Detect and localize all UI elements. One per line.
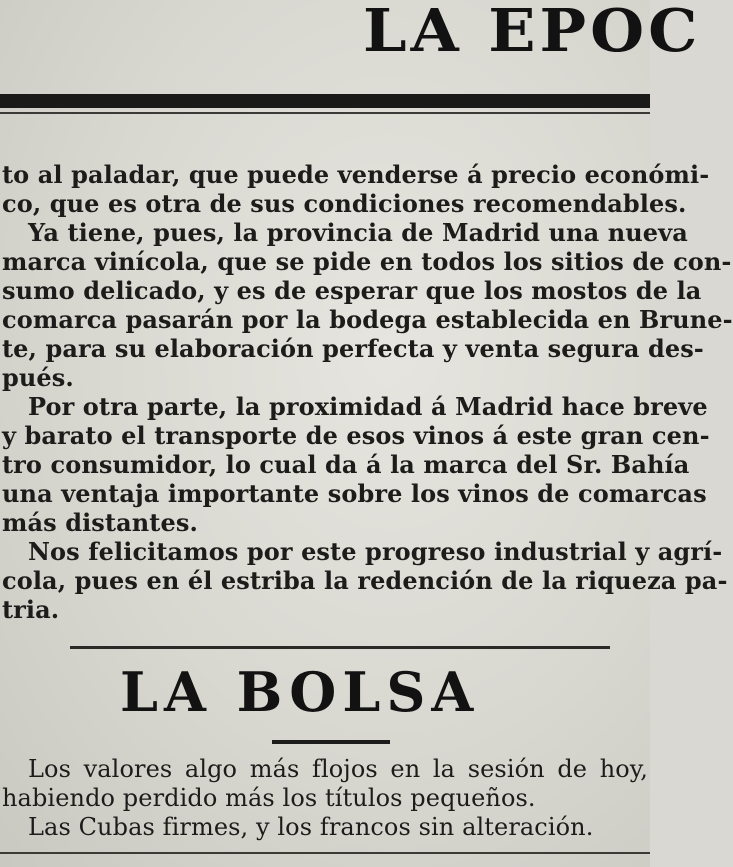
article-line: cola, pues en él estriba la redención de la riqueza pa- (2, 566, 728, 595)
article-line: Por otra parte, la proximidad á Madrid hace breve (28, 392, 708, 421)
article-line: y barato el transporte de esos vinos á este gran cen- (2, 421, 710, 450)
section-line: Las Cubas firmes, y los francos sin alteración. (28, 813, 594, 841)
article-line: to al paladar, que puede venderse á precio económi- (2, 160, 710, 189)
article-line: una ventaja importante sobre los vinos de comarcas (2, 479, 707, 508)
article-line: co, que es otra de sus condiciones recomendables. (2, 189, 687, 218)
section-line: habiendo perdido más los títulos pequeños. (2, 784, 536, 812)
masthead (355, 0, 702, 70)
masthead-rule (0, 94, 650, 108)
section-title-underline (272, 740, 390, 744)
article-line: más distantes. (2, 508, 198, 537)
section-text (2, 755, 648, 842)
section-title: LA BOLSA (120, 660, 480, 724)
article-line: Ya tiene, pues, la provincia de Madrid una nueva (28, 218, 688, 247)
article-line: te, para su elaboración perfecta y venta segura des- (2, 334, 704, 363)
article-line: Nos felicitamos por este progreso industrial y agrí- (28, 537, 723, 566)
article-line: tro consumidor, lo cual da á la marca del Sr. Bahía (2, 450, 690, 479)
section-line: Los valores algo más flojos en la sesión de hoy, (28, 755, 648, 783)
masthead-title: LA EPOC (363, 0, 702, 66)
masthead-rule-thin (0, 112, 650, 114)
article-line: marca vinícola, que se pide en todos los sitios de con- (2, 247, 732, 276)
article-text (2, 160, 733, 624)
article-line: comarca pasarán por la bodega establecida en Brune- (2, 305, 733, 334)
article-line: tria. (2, 595, 60, 624)
article-line: pués. (2, 363, 74, 392)
section-divider (70, 646, 610, 649)
article-line: sumo delicado, y es de esperar que los mostos de la (2, 276, 702, 305)
bottom-rule (0, 852, 650, 854)
